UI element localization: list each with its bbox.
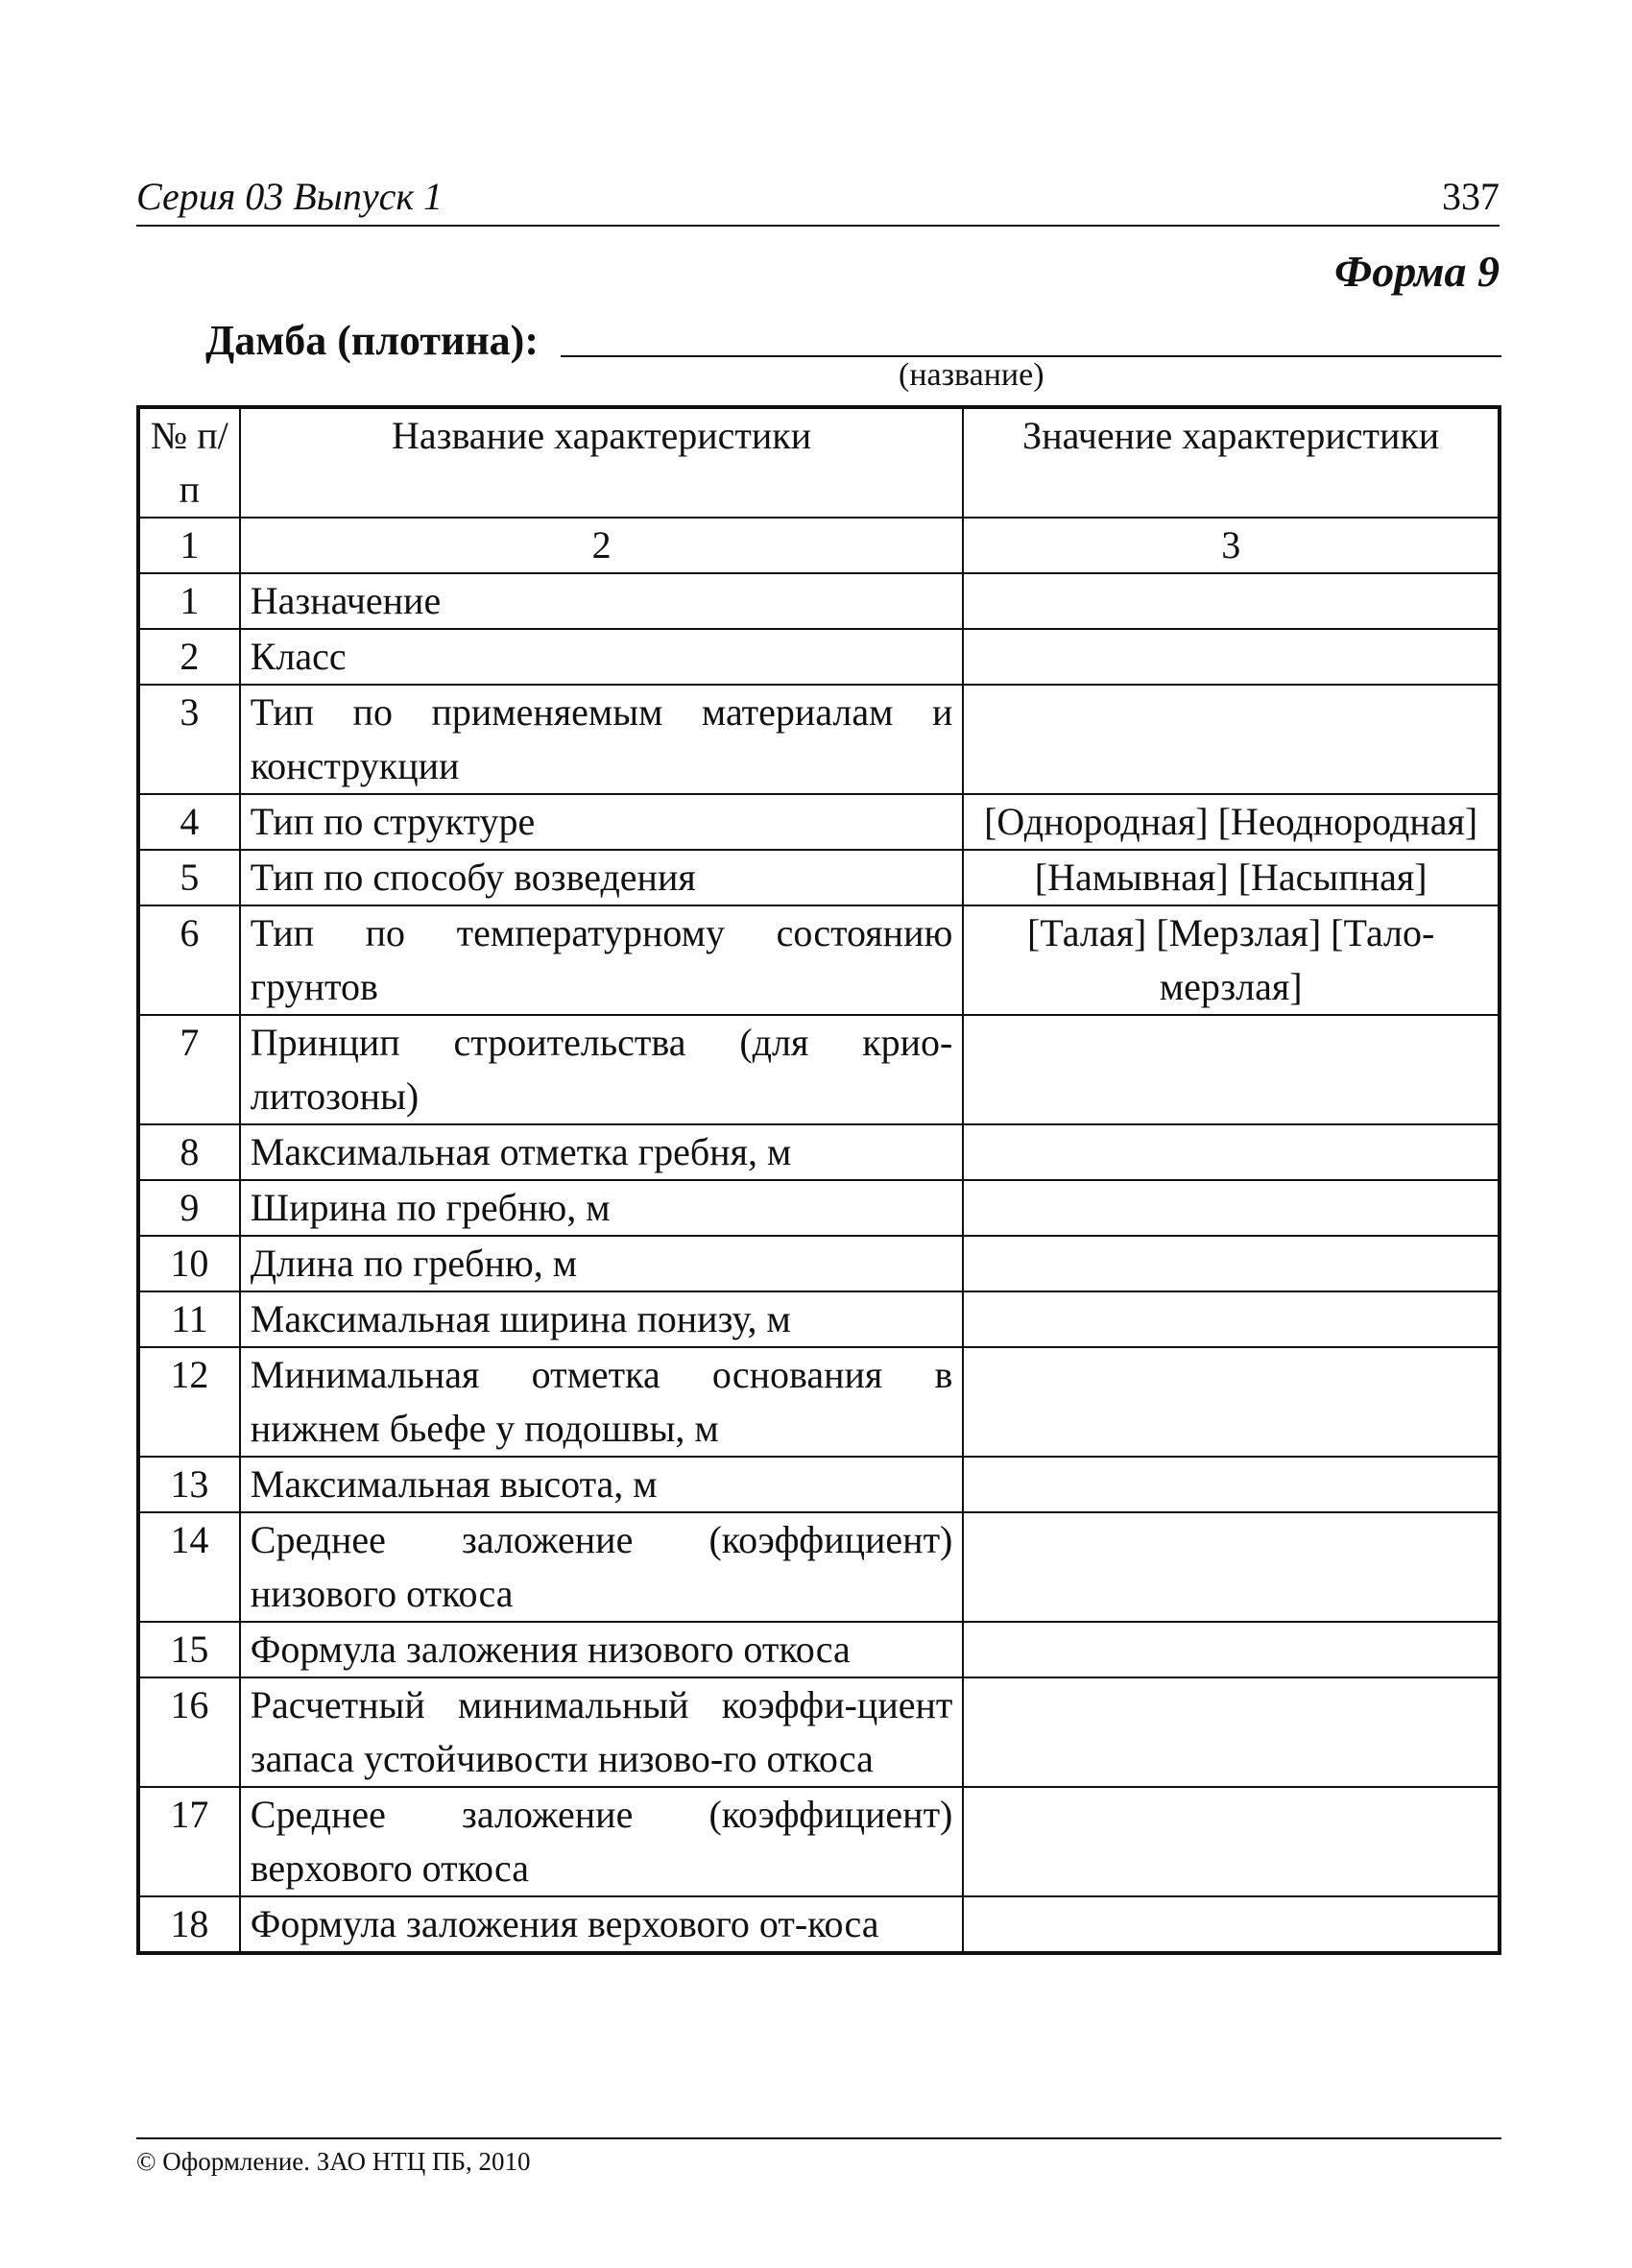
- table-row: [138, 1347, 1500, 1457]
- form-label: Форма 9: [1334, 247, 1500, 296]
- column-number: 3: [963, 518, 1500, 573]
- footer-copyright: © Оформление. ЗАО НТЦ ПБ, 2010: [136, 2147, 531, 2176]
- row-number: 16: [138, 1677, 240, 1787]
- characteristic-value[interactable]: [963, 685, 1500, 794]
- table-row: [138, 685, 1500, 794]
- characteristics-table: [136, 405, 1501, 1955]
- characteristic-value[interactable]: [963, 1677, 1500, 1787]
- characteristic-name: Длина по гребню, м: [240, 1236, 964, 1291]
- table-row: [138, 573, 1500, 629]
- characteristic-name: Тип по температурному состоянию грунтов: [240, 905, 964, 1015]
- row-number: 8: [138, 1124, 240, 1180]
- column-numbers-row: [138, 518, 1500, 573]
- characteristic-value[interactable]: [963, 1347, 1500, 1457]
- row-number: 1: [138, 573, 240, 629]
- characteristic-name: Максимальная отметка гребня, м: [240, 1124, 964, 1180]
- series-label: Серия 03 Выпуск 1: [136, 175, 444, 218]
- table-row: [138, 905, 1500, 1015]
- row-number: 12: [138, 1347, 240, 1457]
- characteristic-value[interactable]: [963, 1291, 1500, 1347]
- table-row: [138, 1512, 1500, 1622]
- characteristic-value[interactable]: [963, 1457, 1500, 1512]
- characteristic-name: Тип по способу возведения: [240, 850, 964, 905]
- row-number: 4: [138, 794, 240, 850]
- page-title: Дамба (плотина):: [205, 317, 539, 364]
- characteristic-name: Максимальная ширина понизу, м: [240, 1291, 964, 1347]
- column-number: 2: [240, 518, 964, 573]
- table-row: [138, 1787, 1500, 1896]
- header-name: Название характеристики: [240, 407, 964, 518]
- table-row: [138, 794, 1500, 850]
- column-number: 1: [138, 518, 240, 573]
- row-number: 6: [138, 905, 240, 1015]
- table-row: [138, 629, 1500, 685]
- characteristic-value[interactable]: [963, 1015, 1500, 1124]
- table-row: [138, 1236, 1500, 1291]
- characteristic-name: Среднее заложение (коэффициент) верхового откоса: [240, 1787, 964, 1896]
- characteristic-value[interactable]: [Намывная] [Насыпная]: [963, 850, 1500, 905]
- characteristic-value[interactable]: [963, 1622, 1500, 1677]
- title-caption: (название): [899, 357, 1044, 393]
- characteristic-name: Среднее заложение (коэффициент) низового откоса: [240, 1512, 964, 1622]
- row-number: 11: [138, 1291, 240, 1347]
- table-row: [138, 1015, 1500, 1124]
- row-number: 17: [138, 1787, 240, 1896]
- table-row: [138, 1291, 1500, 1347]
- characteristic-value[interactable]: [963, 1124, 1500, 1180]
- characteristic-name: Расчетный минимальный коэффи-циент запаса устойчивости низово-го откоса: [240, 1677, 964, 1787]
- row-number: 14: [138, 1512, 240, 1622]
- characteristic-name: Максимальная высота, м: [240, 1457, 964, 1512]
- characteristic-name: Класс: [240, 629, 964, 685]
- row-number: 5: [138, 850, 240, 905]
- characteristic-value[interactable]: [963, 573, 1500, 629]
- table-row: [138, 1677, 1500, 1787]
- characteristic-name: Формула заложения верхового от-коса: [240, 1896, 964, 1953]
- characteristic-value[interactable]: [963, 1787, 1500, 1896]
- table-row: [138, 1622, 1500, 1677]
- characteristic-value[interactable]: [963, 1512, 1500, 1622]
- table-row: [138, 1124, 1500, 1180]
- characteristic-name: Тип по применяемым материалам и конструкции: [240, 685, 964, 794]
- characteristic-value[interactable]: [Однородная] [Неоднородная]: [963, 794, 1500, 850]
- row-number: 3: [138, 685, 240, 794]
- table-header-row: [138, 407, 1500, 518]
- row-number: 13: [138, 1457, 240, 1512]
- table-row: [138, 1896, 1500, 1953]
- characteristic-value[interactable]: [Талая] [Мерзлая] [Тало-мерзлая]: [963, 905, 1500, 1015]
- table-row: [138, 850, 1500, 905]
- row-number: 2: [138, 629, 240, 685]
- characteristic-name: Формула заложения низового откоса: [240, 1622, 964, 1677]
- row-number: 10: [138, 1236, 240, 1291]
- table-row: [138, 1457, 1500, 1512]
- row-number: 7: [138, 1015, 240, 1124]
- characteristic-name: Принцип строительства (для крио-литозоны): [240, 1015, 964, 1124]
- row-number: 15: [138, 1622, 240, 1677]
- characteristic-value[interactable]: [963, 1180, 1500, 1236]
- title-line: [205, 307, 1501, 365]
- page-number: 337: [1442, 175, 1500, 218]
- header-num: № п/п: [138, 407, 240, 518]
- row-number: 9: [138, 1180, 240, 1236]
- characteristic-value[interactable]: [963, 1236, 1500, 1291]
- characteristic-name: Тип по структуре: [240, 794, 964, 850]
- characteristic-name: Назначение: [240, 573, 964, 629]
- table-row: [138, 1180, 1500, 1236]
- characteristic-name: Минимальная отметка основания в нижнем бьефе у подошвы, м: [240, 1347, 964, 1457]
- characteristic-name: Ширина по гребню, м: [240, 1180, 964, 1236]
- header-value: Значение характеристики: [963, 407, 1500, 518]
- row-number: 18: [138, 1896, 240, 1953]
- page-header: [136, 175, 1500, 227]
- characteristic-value[interactable]: [963, 629, 1500, 685]
- footer-divider: [136, 2137, 1501, 2139]
- characteristic-value[interactable]: [963, 1896, 1500, 1953]
